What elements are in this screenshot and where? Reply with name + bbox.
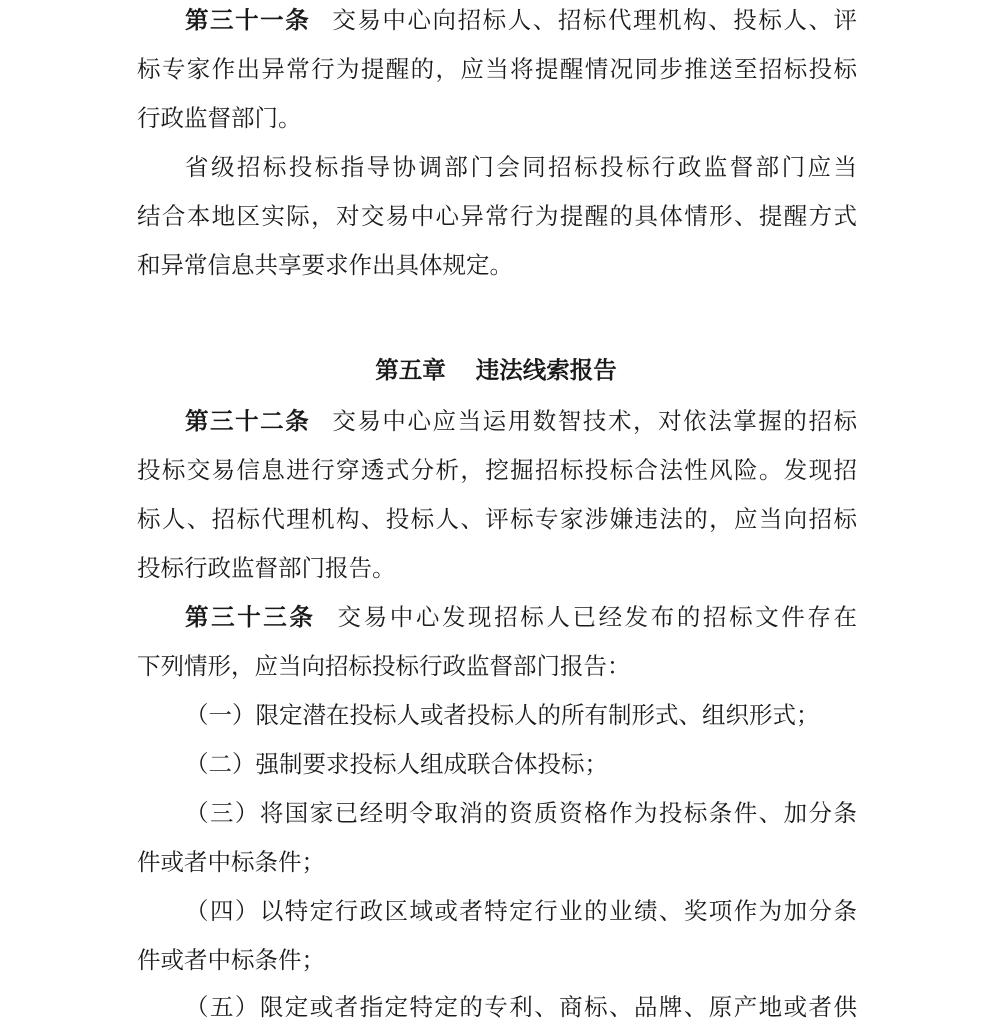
chapter-number: 第五章 — [375, 356, 446, 384]
article-32-line-4: 投标行政监督部门报告。 — [137, 554, 396, 582]
article-31-line-2: 标专家作出异常行为提醒的，应当将提醒情况同步推送至招标投标 — [137, 55, 857, 83]
article-32-text-1: 交易中心应当运用数智技术，对依法掌握的招标 — [332, 407, 857, 435]
article-32-line-3: 标人、招标代理机构、投标人、评标专家涉嫌违法的，应当向招标 — [137, 505, 857, 533]
article-32-line-1 — [185, 404, 857, 438]
list-item-2: （二）强制要求投标人组成联合体投标； — [185, 750, 608, 778]
article-31-line-3: 行政监督部门。 — [137, 104, 302, 132]
article-33-line-2: 下列情形，应当向招标投标行政监督部门报告： — [137, 652, 631, 680]
list-item-3-line-1: （三）将国家已经明令取消的资质资格作为投标条件、加分条 — [185, 799, 857, 827]
chapter-title: 违法线索报告 — [475, 356, 617, 384]
paragraph-2-line-2: 结合本地区实际，对交易中心异常行为提醒的具体情形、提醒方式 — [137, 202, 857, 230]
paragraph-2-line-3: 和异常信息共享要求作出具体规定。 — [137, 251, 513, 279]
article-32-line-2: 投标交易信息进行穿透式分析，挖掘招标投标合法性风险。发现招 — [137, 456, 857, 484]
list-item-4-line-1: （四）以特定行政区域或者特定行业的业绩、奖项作为加分条 — [185, 897, 857, 925]
list-item-5-line-1: （五）限定或者指定特定的专利、商标、品牌、原产地或者供 — [185, 993, 857, 1021]
paragraph-2-line-1: 省级招标投标指导协调部门会同招标投标行政监督部门应当 — [185, 153, 857, 181]
article-31-text-1: 交易中心向招标人、招标代理机构、投标人、评 — [332, 6, 857, 34]
list-item-3-line-2: 件或者中标条件； — [137, 848, 325, 876]
article-33-text-1: 交易中心发现招标人已经发布的招标文件存在 — [337, 603, 857, 631]
article-33-line-1 — [185, 600, 857, 634]
list-item-1: （一）限定潜在投标人或者投标人的所有制形式、组织形式； — [185, 701, 820, 729]
article-32-title: 第三十二条 — [185, 407, 311, 435]
article-31-title: 第三十一条 — [185, 6, 311, 34]
article-33-title: 第三十三条 — [185, 603, 316, 631]
list-item-4-line-2: 件或者中标条件； — [137, 946, 325, 974]
article-31-line-1 — [185, 3, 857, 37]
chapter-heading — [0, 353, 992, 387]
